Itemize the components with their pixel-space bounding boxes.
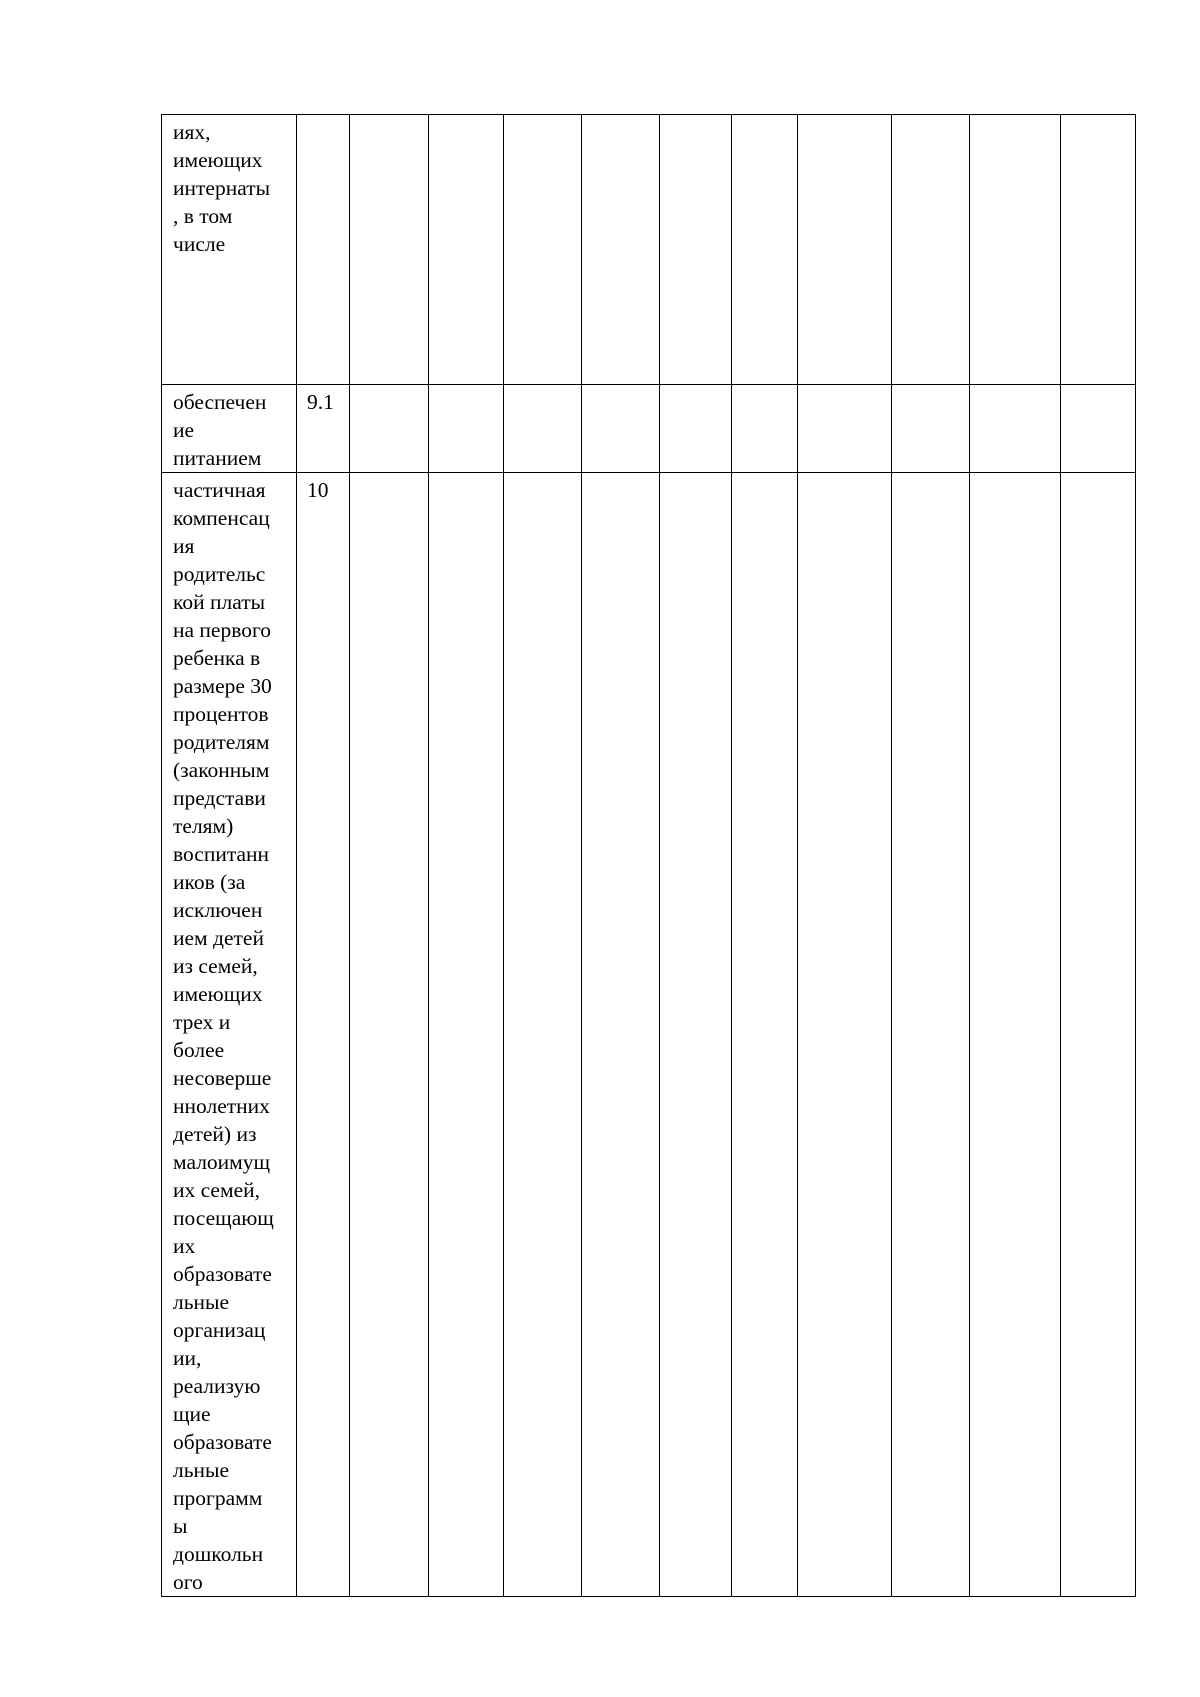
row-number-cell: [297, 473, 350, 1597]
data-table: [161, 114, 1136, 1597]
row-label-cell: [162, 473, 297, 1597]
empty-cell: [350, 473, 429, 1597]
empty-cell: [660, 473, 732, 1597]
empty-cell: [429, 473, 504, 1597]
empty-cell: [504, 473, 582, 1597]
empty-cell: [798, 385, 892, 473]
empty-cell: [660, 385, 732, 473]
empty-cell: [798, 115, 892, 385]
empty-cell: [582, 385, 660, 473]
row-number-cell: [297, 115, 350, 385]
empty-cell: [798, 473, 892, 1597]
empty-cell: [732, 473, 798, 1597]
row-number-cell: [297, 385, 350, 473]
row-number: [297, 115, 349, 118]
empty-cell: [1061, 385, 1136, 473]
empty-cell: [892, 473, 970, 1597]
row-label: иях, имеющих интернаты , в том числе: [173, 120, 271, 256]
table-row: [162, 385, 1136, 473]
empty-cell: [429, 385, 504, 473]
row-label: обеспечен ие питанием: [173, 390, 267, 470]
empty-cell: [1061, 115, 1136, 385]
empty-cell: [429, 115, 504, 385]
table-row: [162, 473, 1136, 1597]
empty-cell: [970, 385, 1061, 473]
empty-cell: [504, 115, 582, 385]
row-number: 10: [307, 478, 329, 502]
row-label: частичная компенсац ия родительс кой платы на первого ребенка в размере 30 процентов родителям (законным представи телям) воспитанн иков (за исключен ием детей из семей, имеющих трех и более несоверше ннолетних детей) из малоимущ их семей, посещающ их образовате льные организац ии, реализую щие образовате льные программ ы дошкольн ого: [173, 478, 274, 1594]
row-label-cell: [162, 115, 297, 385]
empty-cell: [1061, 473, 1136, 1597]
empty-cell: [892, 385, 970, 473]
row-label-cell: [162, 385, 297, 473]
empty-cell: [582, 115, 660, 385]
empty-cell: [582, 473, 660, 1597]
empty-cell: [732, 115, 798, 385]
empty-cell: [350, 115, 429, 385]
empty-cell: [970, 473, 1061, 1597]
table-row: [162, 115, 1136, 385]
empty-cell: [892, 115, 970, 385]
empty-cell: [660, 115, 732, 385]
empty-cell: [732, 385, 798, 473]
empty-cell: [504, 385, 582, 473]
empty-cell: [970, 115, 1061, 385]
empty-cell: [350, 385, 429, 473]
row-number: 9.1: [307, 390, 334, 414]
